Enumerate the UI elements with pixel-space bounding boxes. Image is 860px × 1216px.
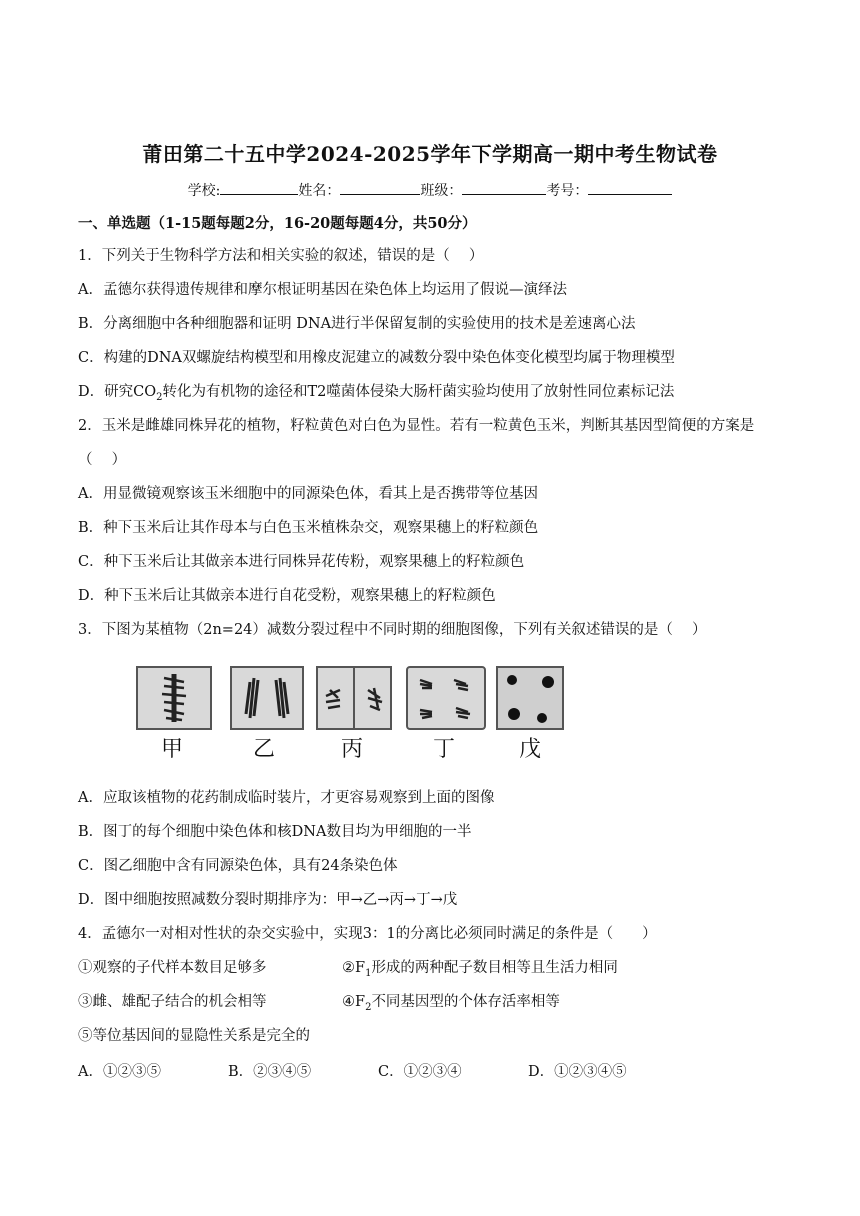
q1-option-c: C．构建的DNA双螺旋结构模型和用橡皮泥建立的减数分裂中染色体变化模型均属于物理模型 xyxy=(78,350,675,366)
q2-option-d: D．种下玉米后让其做亲本进行自花受粉，观察果穗上的籽粒颜色 xyxy=(78,588,496,604)
label-wu: 戊 xyxy=(518,737,541,762)
q2-option-a: A．用显微镜观察该玉米细胞中的同源染色体，看其上是否携带等位基因 xyxy=(78,486,538,502)
q2-option-b: B．种下玉米后让其作母本与白色玉米植株杂交，观察果穗上的籽粒颜色 xyxy=(78,520,539,536)
q4-option-c: C．①②③④ xyxy=(378,1064,462,1080)
student-info-line xyxy=(0,180,860,200)
q2-stem-cont: （ ） xyxy=(78,452,127,468)
label-ding: 丁 xyxy=(432,737,455,762)
cell-image-bing xyxy=(316,666,392,730)
label-yi: 乙 xyxy=(252,737,275,762)
q1-option-d: D．研究$CO_2$转化为有机物的途径和T2噬菌体侵染大肠杆菌实验均使用了放射性同位素标记法 xyxy=(78,384,675,403)
cell-image-ding xyxy=(406,666,486,730)
q4-option-d: D．①②③④⑤ xyxy=(528,1064,627,1080)
q4-condition-4: $④F_2$不同基因型的个体存活率相等 xyxy=(342,994,560,1013)
cell-image-jia xyxy=(136,666,212,730)
q3-option-c: C．图乙细胞中含有同源染色体，具有24条染色体 xyxy=(78,858,398,874)
name-blank[interactable] xyxy=(340,180,420,195)
q3-stem: 3．下图为某植物（2n=24）减数分裂过程中不同时期的细胞图像，下列有关叙述错误的是（ ） xyxy=(78,622,707,638)
school-label: 学校: xyxy=(187,183,221,199)
q1-option-a: A．孟德尔获得遗传规律和摩尔根证明基因在染色体上均运用了假说—演绎法 xyxy=(78,282,567,298)
q4-condition-1: ①观察的子代样本数目足够多 xyxy=(78,960,267,976)
class-label: 班级： xyxy=(420,183,463,199)
q4-option-b: B．②③④⑤ xyxy=(228,1064,312,1080)
number-label: 考号： xyxy=(546,183,589,199)
label-bing: 丙 xyxy=(340,737,363,762)
q2-stem: 2．玉米是雌雄同株异花的植物，籽粒黄色对白色为显性。若有一粒黄色玉米，判断其基因型简便的方案是 xyxy=(78,418,755,434)
meiosis-figure xyxy=(136,662,560,762)
label-jia: 甲 xyxy=(160,737,183,762)
class-blank[interactable] xyxy=(462,180,546,195)
number-blank[interactable] xyxy=(588,180,672,195)
q3-option-b: B．图丁的每个细胞中染色体和核DNA数目均为甲细胞的一半 xyxy=(78,824,472,840)
exam-title: 莆田第二十五中学2024-2025学年下学期高一期中考生物试卷 xyxy=(142,142,718,166)
cell-image-yi xyxy=(230,666,304,730)
q2-option-c: C．种下玉米后让其做亲本进行同株异花传粉，观察果穗上的籽粒颜色 xyxy=(78,554,525,570)
name-label: 姓名： xyxy=(298,183,341,199)
q3-option-d: D．图中细胞按照减数分裂时期排序为：甲→乙→丙→丁→戊 xyxy=(78,892,458,908)
q4-stem: 4．孟德尔一对相对性状的杂交实验中，实现3：1的分离比必须同时满足的条件是（ ） xyxy=(78,926,657,942)
q4-condition-3: ③雌、雄配子结合的机会相等 xyxy=(78,994,267,1010)
q4-condition-5: ⑤等位基因间的显隐性关系是完全的 xyxy=(78,1028,310,1044)
q4-condition-2: $②F_1$形成的两种配子数目相等且生活力相同 xyxy=(342,960,618,979)
q4-option-a: A．①②③⑤ xyxy=(78,1064,161,1080)
section-heading: 一、单选题（1-15题每题2分，16-20题每题4分，共50分） xyxy=(78,215,477,232)
cell-image-wu xyxy=(496,666,564,730)
q1-option-b: B．分离细胞中各种细胞器和证明 DNA进行半保留复制的实验使用的技术是差速离心法 xyxy=(78,316,636,332)
q3-option-a: A．应取该植物的花药制成临时装片，才更容易观察到上面的图像 xyxy=(78,790,495,806)
q1-stem: 1．下列关于生物科学方法和相关实验的叙述，错误的是（ ） xyxy=(78,248,484,264)
school-blank[interactable] xyxy=(220,180,298,195)
